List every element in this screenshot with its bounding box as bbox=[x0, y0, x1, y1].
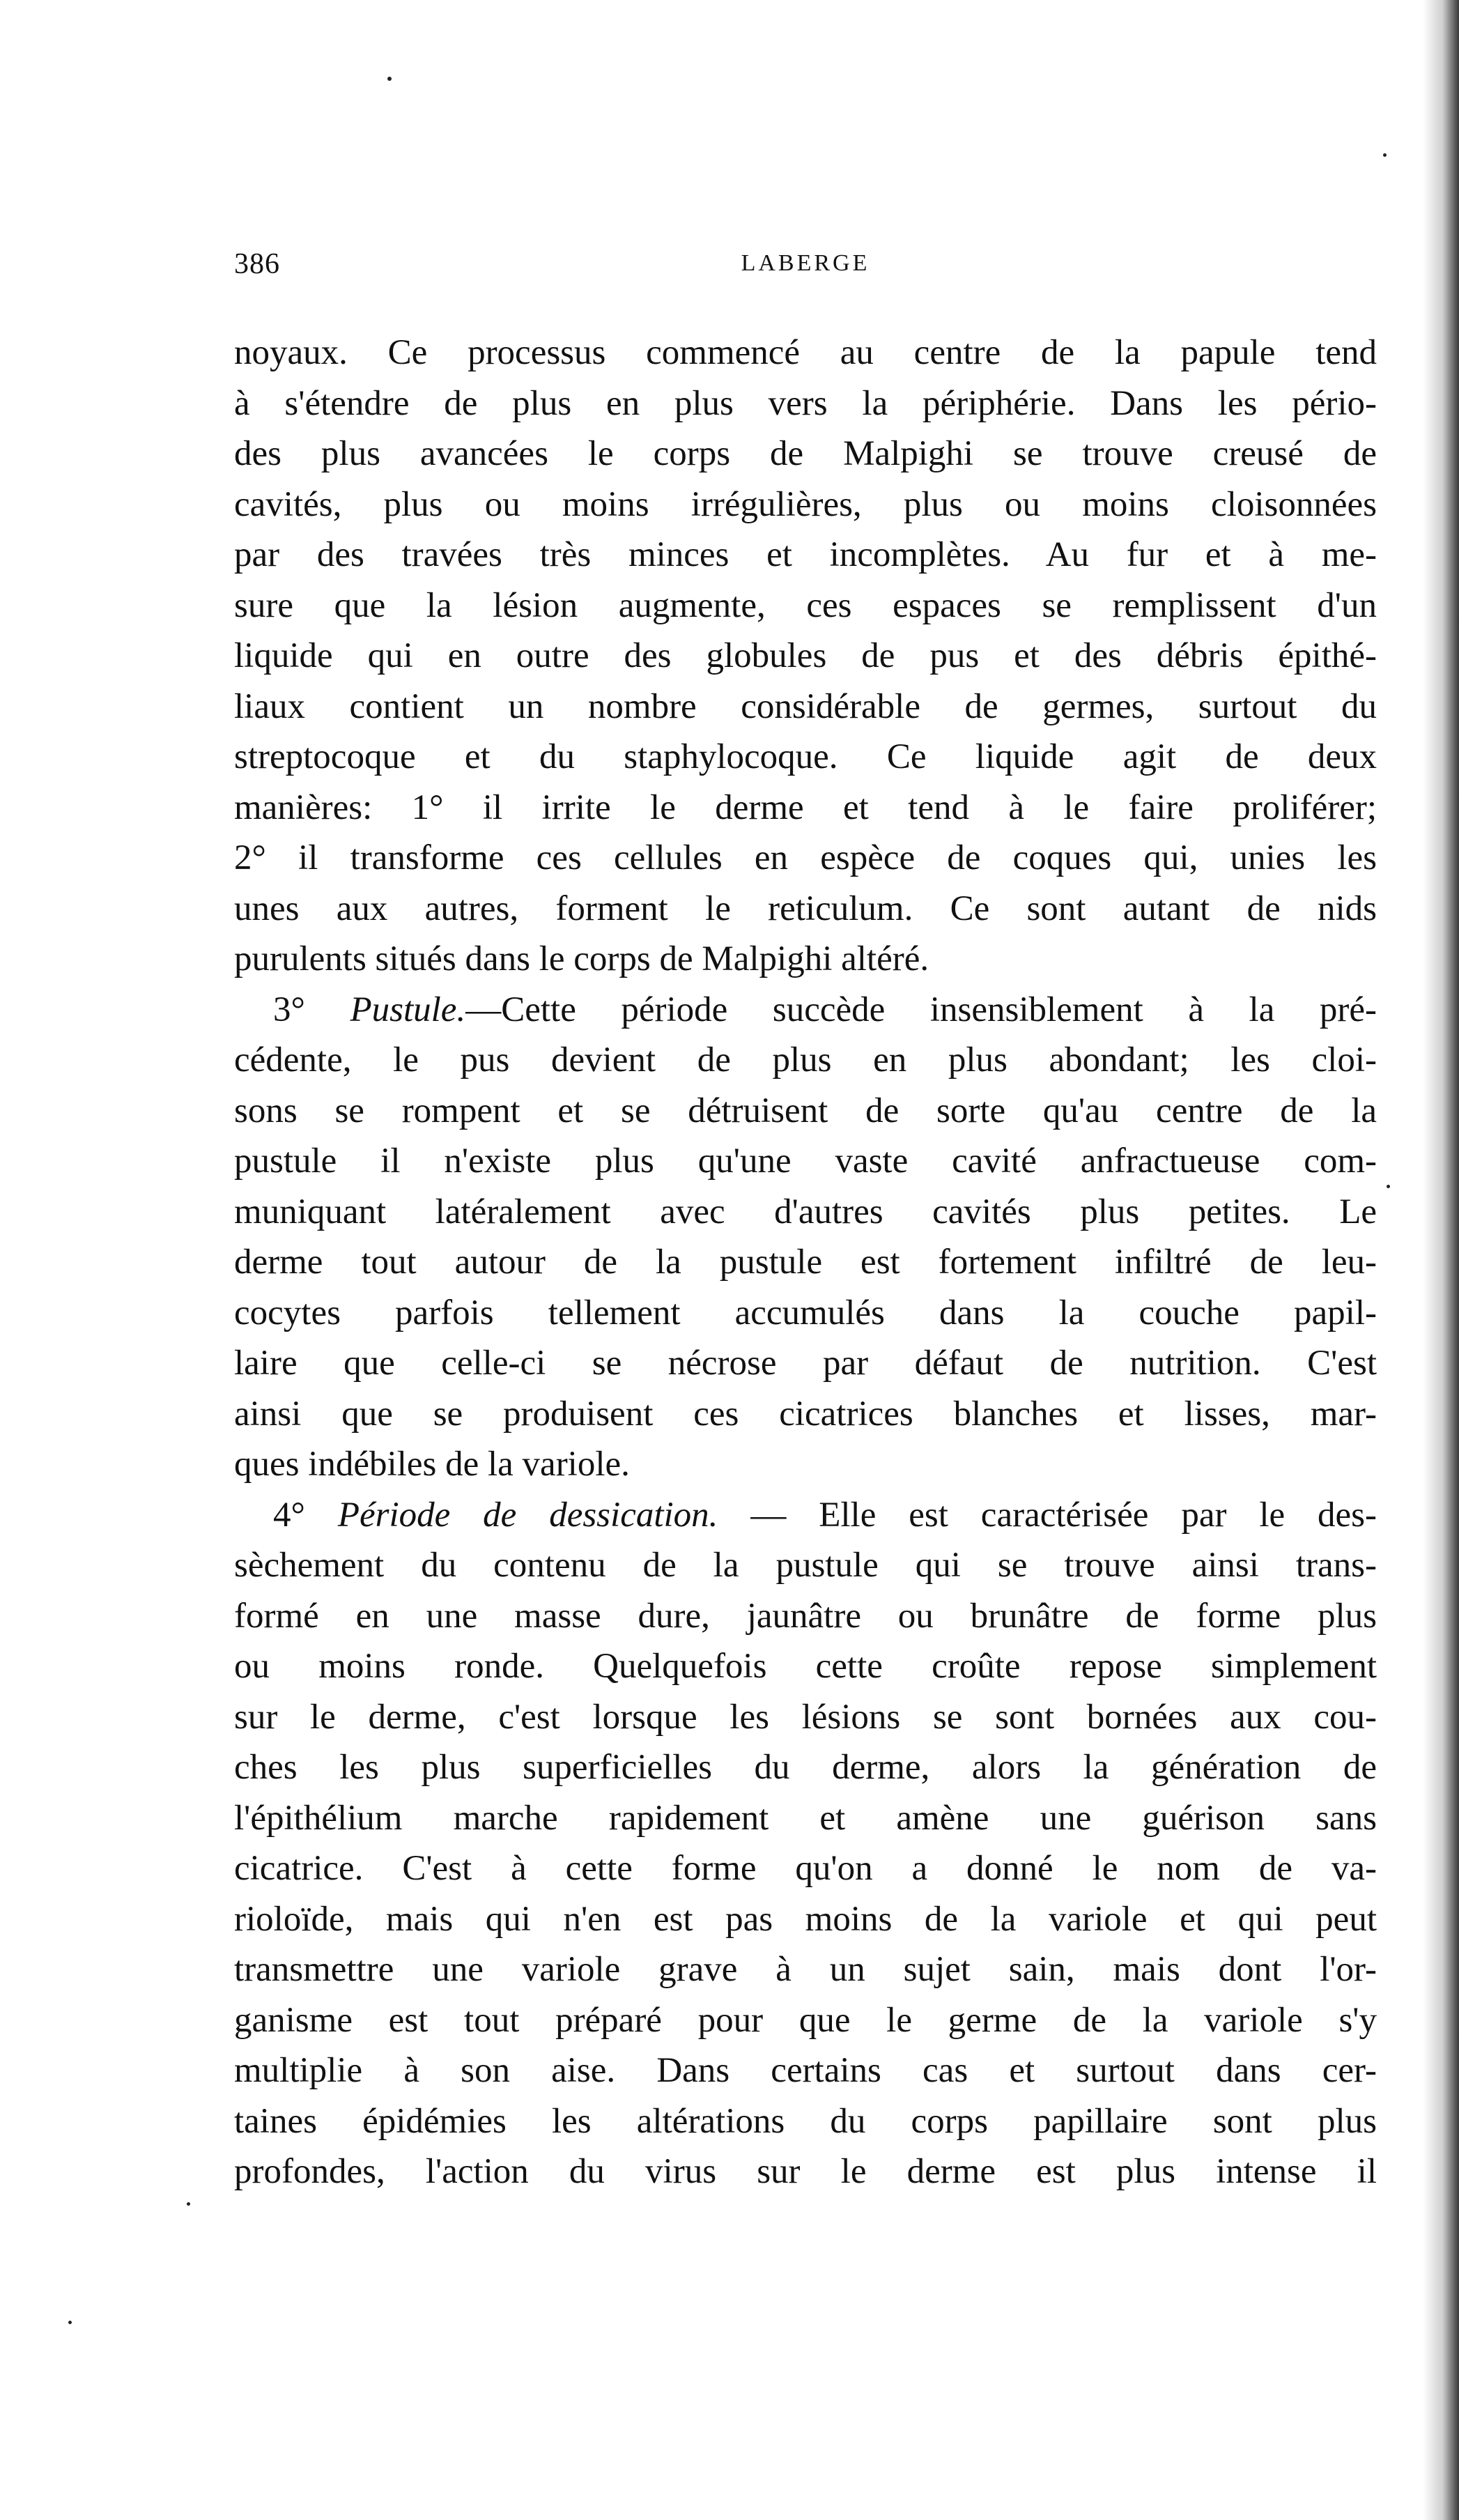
section-first-line bbox=[234, 1490, 1377, 1541]
text-line: noyaux. Ce processus commencé au centre de la papule tend bbox=[234, 333, 1377, 372]
scan-speck bbox=[68, 2321, 72, 2324]
running-head: LABERGE bbox=[741, 250, 870, 276]
text-line: unes aux autres, forment le reticulum. Ce sont autant de nids bbox=[234, 889, 1377, 928]
scan-speck bbox=[387, 77, 392, 81]
text-line: cavités, plus ou moins irrégulières, plus ou moins cloisonnées bbox=[234, 484, 1377, 524]
page-edge-shadow bbox=[1423, 0, 1459, 2520]
text-line: liquide qui en outre des globules de pus et des débris épithé- bbox=[234, 636, 1377, 675]
page-header bbox=[234, 247, 1377, 289]
text-fragment: —Cette période succède insensiblement à la pré- bbox=[465, 990, 1377, 1029]
section-first-line bbox=[234, 985, 1377, 1036]
text-line: ches les plus superficielles du derme, alors la génération de bbox=[234, 1748, 1377, 1787]
text-line: derme tout autour de la pustule est fortement infiltré de leu- bbox=[234, 1243, 1377, 1282]
text-line: à s'étendre de plus en plus vers la périphérie. Dans les pério- bbox=[234, 383, 1377, 423]
scan-speck bbox=[187, 2202, 190, 2206]
text-line: transmettre une variole grave à un sujet sain, mais dont l'or- bbox=[234, 1950, 1377, 1989]
text-line: manières: 1° il irrite le derme et tend à le faire proliférer; bbox=[234, 788, 1377, 827]
text-line: sur le derme, c'est lorsque les lésions se sont bornées aux cou- bbox=[234, 1697, 1377, 1737]
section-number: 3° bbox=[273, 990, 305, 1029]
text-line: ainsi que se produisent ces cicatrices blanches et lisses, mar- bbox=[234, 1394, 1377, 1434]
text-line: streptocoque et du staphylocoque. Ce liquide agit de deux bbox=[234, 737, 1377, 776]
section-title: Période de dessication. bbox=[337, 1495, 718, 1535]
text-line: 2° il transforme ces cellules en espèce de coques qui, unies les bbox=[234, 838, 1377, 877]
text-line: sons se rompent et se détruisent de sorte qu'au centre de la bbox=[234, 1091, 1377, 1130]
scan-speck bbox=[1383, 153, 1387, 157]
text-line: multiplie à son aise. Dans certains cas et surtout dans cer- bbox=[234, 2051, 1377, 2090]
text-line: ou moins ronde. Quelquefois cette croûte repose simplement bbox=[234, 1647, 1377, 1686]
text-line: par des travées très minces et incomplètes. Au fur et à me- bbox=[234, 535, 1377, 574]
text-line: l'épithélium marche rapidement et amène une guérison sans bbox=[234, 1798, 1377, 1838]
text-line: ganisme est tout préparé pour que le germe de la variole s'y bbox=[234, 2000, 1377, 2040]
body-text bbox=[234, 328, 1377, 2197]
text-line: purulents situés dans le corps de Malpighi altéré. bbox=[234, 939, 929, 978]
text-line: cédente, le pus devient de plus en plus abondant; les cloi- bbox=[234, 1040, 1377, 1080]
text-line: taines épidémies les altérations du corps papillaire sont plus bbox=[234, 2101, 1377, 2141]
section-title: Pustule. bbox=[350, 990, 466, 1029]
text-line: ques indébiles de la variole. bbox=[234, 1445, 630, 1484]
text-line: laire que celle-ci se nécrose par défaut de nutrition. C'est bbox=[234, 1344, 1377, 1383]
text-line: sure que la lésion augmente, ces espaces se remplissent d'un bbox=[234, 585, 1377, 625]
text-line: sèchement du contenu de la pustule qui se trouve ainsi trans- bbox=[234, 1546, 1377, 1585]
text-line: cocytes parfois tellement accumulés dans la couche papil- bbox=[234, 1293, 1377, 1332]
scan-speck bbox=[1387, 1185, 1390, 1188]
text-fragment: — Elle est caractérisée par le des- bbox=[750, 1495, 1377, 1535]
text-line: cicatrice. C'est à cette forme qu'on a donné le nom de va- bbox=[234, 1849, 1377, 1888]
page-number: 386 bbox=[234, 248, 280, 280]
text-line: muniquant latéralement avec d'autres cavités plus petites. Le bbox=[234, 1192, 1377, 1231]
section-number: 4° bbox=[273, 1495, 305, 1535]
text-line: des plus avancées le corps de Malpighi se trouve creusé de bbox=[234, 434, 1377, 473]
text-line: pustule il n'existe plus qu'une vaste cavité anfractueuse com- bbox=[234, 1142, 1377, 1181]
text-line: rioloïde, mais qui n'en est pas moins de la variole et qui peut bbox=[234, 1899, 1377, 1939]
text-line: profondes, l'action du virus sur le derme est plus intense il bbox=[234, 2152, 1377, 2191]
text-line: liaux contient un nombre considérable de germes, surtout du bbox=[234, 686, 1377, 726]
text-line: formé en une masse dure, jaunâtre ou brunâtre de forme plus bbox=[234, 1596, 1377, 1636]
